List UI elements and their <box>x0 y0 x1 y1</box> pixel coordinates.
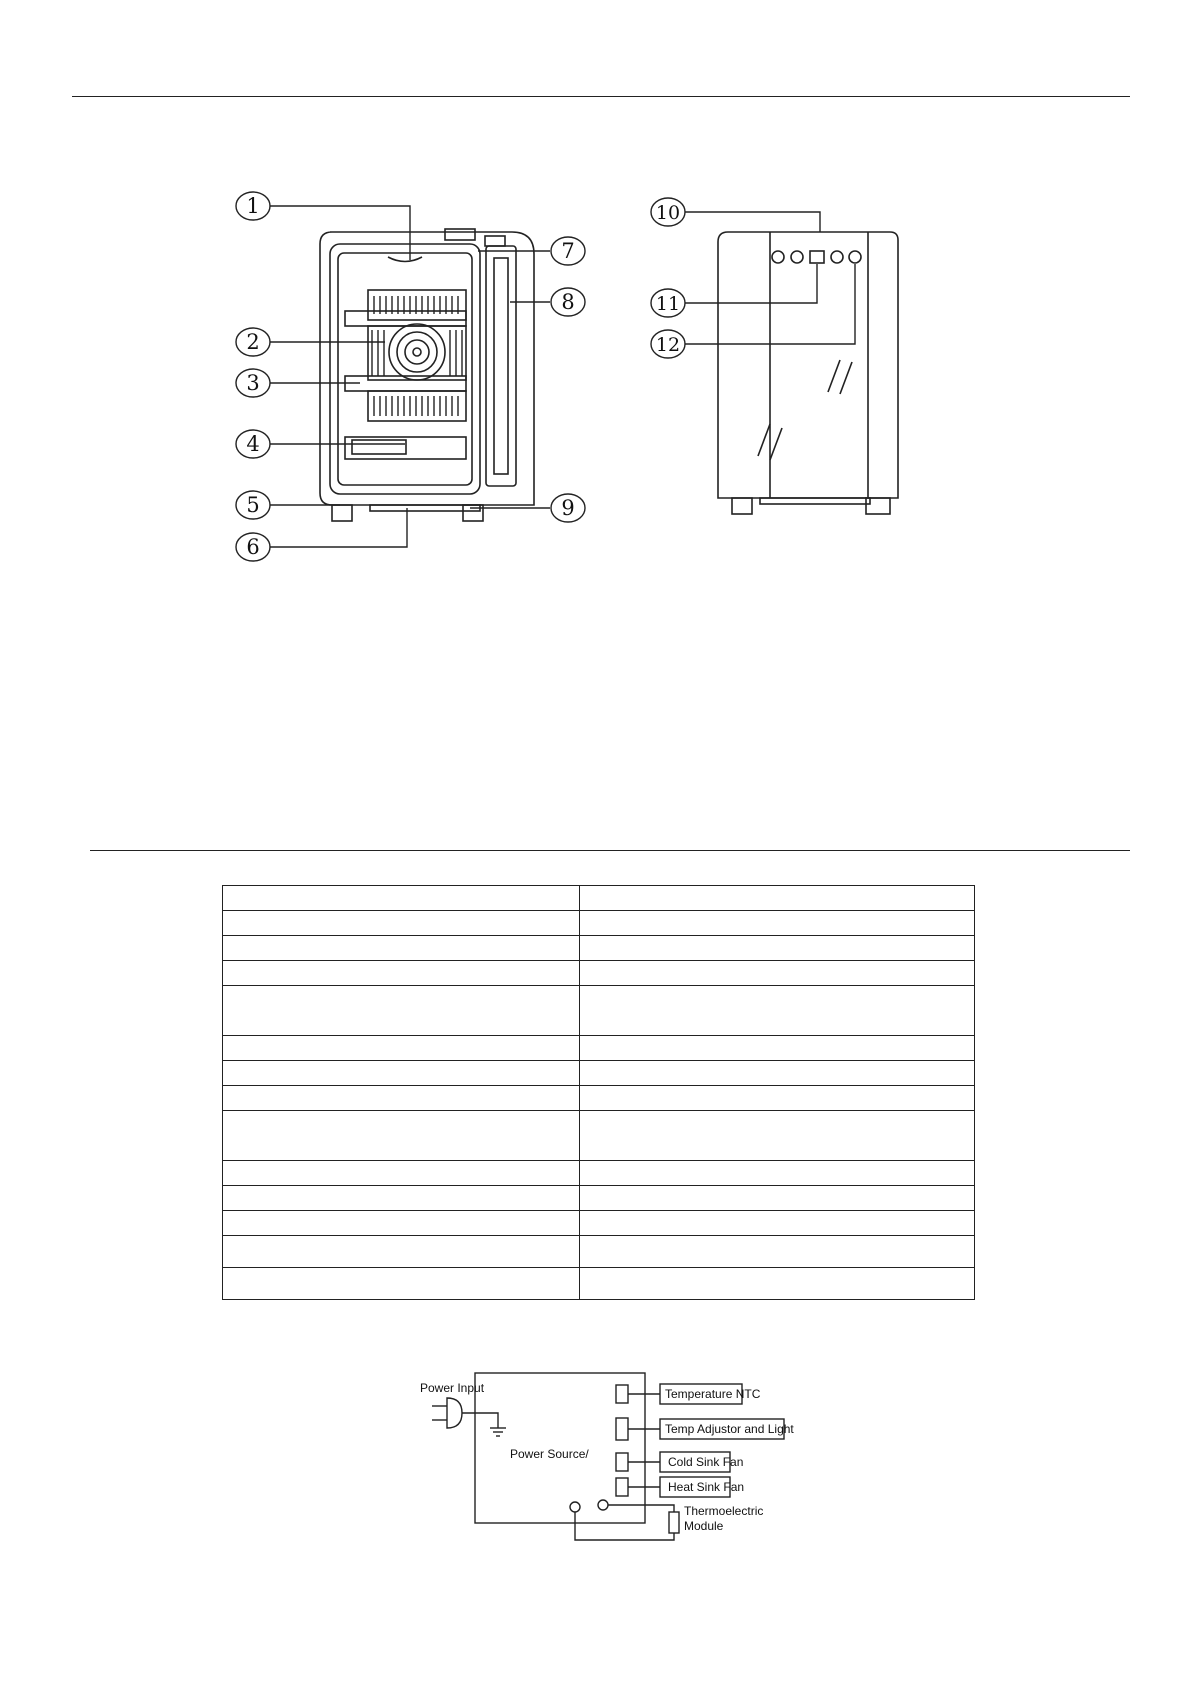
callout-2: 2 <box>246 330 260 354</box>
plug-icon <box>447 1398 462 1428</box>
callout-1: 1 <box>246 194 260 218</box>
power-input-label: Power Input <box>420 1381 485 1395</box>
thermoelectric-module <box>669 1512 679 1533</box>
callout-3: 3 <box>246 371 260 395</box>
module-label: Module <box>684 1519 724 1533</box>
callout-8: 8 <box>561 290 575 314</box>
callout-10: 10 <box>655 202 681 224</box>
connector-temp-adjustor <box>616 1418 628 1440</box>
temperature-ntc-label: Temperature NTC <box>665 1387 761 1401</box>
power-source-label: Power Source/ <box>510 1447 589 1461</box>
cold-sink-fan-label: Cold Sink Fan <box>668 1455 744 1469</box>
callout-7: 7 <box>561 239 575 263</box>
connector-cold-fan <box>616 1453 628 1471</box>
callout-4: 4 <box>246 432 260 456</box>
heat-sink-fan-label: Heat Sink Fan <box>668 1480 745 1494</box>
callout-9: 9 <box>561 496 575 520</box>
terminal-2 <box>598 1500 608 1510</box>
thermoelectric-label: Thermoelectric <box>684 1504 764 1518</box>
terminal-1 <box>570 1502 580 1512</box>
callout-11: 11 <box>655 293 681 315</box>
temp-adjustor-label: Temp Adjustor and Light <box>665 1422 794 1436</box>
connector-ntc <box>616 1385 628 1403</box>
callout-5: 5 <box>246 493 260 517</box>
callout-6: 6 <box>246 535 260 559</box>
connector-heat-fan <box>616 1478 628 1496</box>
callout-12: 12 <box>655 334 681 356</box>
